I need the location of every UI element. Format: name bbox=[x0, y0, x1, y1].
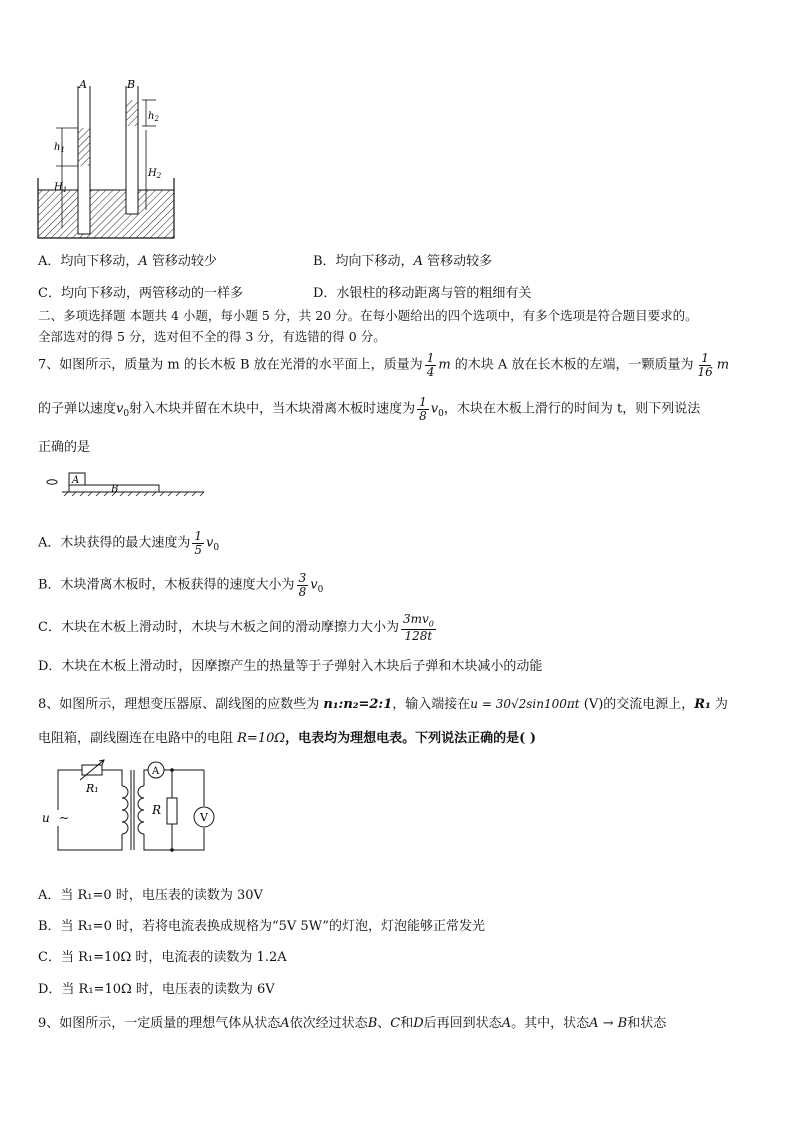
q8-option-b[interactable]: B．当 R₁=0 时，若将电流表换成规格为“5V 5W”的灯泡，灯泡能够正常发光 bbox=[38, 919, 485, 934]
q7-option-b[interactable]: B．木块滑离木板时，木板获得的速度大小为 $\frac{3}{8}$ $v_0$ bbox=[38, 571, 324, 599]
q7-stem-line2: 的子弹以速度$v_0$射入木块并留在木块中，当木块滑离木板时速度为 $\frac{1}{8}$ $v_0$，木块在木板上滑行的时间为 t，则下列说法 bbox=[38, 395, 701, 423]
q8-stem-line1: 8、如图所示，理想变压器原、副线图的应数些为 n₁:n₂=2:1，输入端接在u = 30√2sin100πt (V)的交流电源上，R₁ 为 bbox=[38, 697, 728, 712]
tube-figure bbox=[34, 78, 184, 243]
tube-b-label: B bbox=[127, 78, 136, 91]
svg-text:B: B bbox=[111, 484, 119, 495]
svg-text:V: V bbox=[200, 811, 208, 824]
svg-text:~: ~ bbox=[59, 811, 70, 825]
q8-option-a[interactable]: A．当 R₁=0 时，电压表的读数为 30V bbox=[38, 888, 263, 903]
q6-option-d[interactable]: D．水银柱的移动距离与管的粗细有关 bbox=[313, 286, 532, 301]
section2-line2: 全部选对的得 5 分，选对但不全的得 3 分，有选错的得 0 分。 bbox=[38, 329, 386, 344]
q8-option-d[interactable]: D．当 R₁=10Ω 时，电压表的读数为 6V bbox=[38, 982, 275, 997]
q8-stem-line2: 电阻箱，副线圈连在电路中的电阻 R=10Ω，电表均为理想电表。下列说法正确的是( ) bbox=[38, 731, 536, 746]
svg-text:H2: $H_2$ bbox=[148, 168, 162, 180]
tube-a-label: A bbox=[79, 78, 87, 91]
q7-stem-line3: 正确的是 bbox=[38, 440, 91, 455]
svg-text:u: u bbox=[42, 811, 50, 825]
svg-text:h1: $h_1$ bbox=[54, 142, 65, 154]
q7-option-a[interactable]: A．木块获得的最大速度为 $\frac{1}{5}$ $v_0$ bbox=[38, 529, 220, 557]
q6-option-b[interactable]: B．均向下移动，A 管移动较多 bbox=[313, 254, 493, 269]
q7-option-d[interactable]: D．木块在木板上滑动时，因摩擦产生的热量等于子弹射入木块后子弹和木块减小的动能 bbox=[38, 659, 543, 674]
svg-text:R₁: R₁ bbox=[86, 782, 99, 795]
block-board-figure bbox=[44, 468, 209, 498]
svg-text:R: R bbox=[152, 803, 162, 817]
svg-text:A: A bbox=[72, 475, 80, 486]
svg-text:h2: $h_2$ bbox=[148, 111, 159, 123]
q6-option-a[interactable]: A．均向下移动，A 管移动较少 bbox=[38, 254, 217, 269]
section2-line1: 二、多项选择题 本题共 4 小题，每小题 5 分，共 20 分。在每小题给出的四个选项中，有多个选项是符合题目要求的。 bbox=[38, 308, 698, 323]
q9-stem-line1: 9、如图所示，一定质量的理想气体从状态A依次经过状态B、C和D后再回到状态A。其中，状态A → B和状态 bbox=[38, 1016, 667, 1031]
q7-stem-line1: 7、如图所示，质量为 m 的长木板 B 放在光滑的水平面上，质量为 $\frac{1}{4}$ m 的木块 A 放在长木板的左端，一颗质量为 $\frac{1}{16}$ m bbox=[38, 351, 730, 379]
svg-text:H1: $H_1$ bbox=[54, 182, 68, 194]
q7-option-c[interactable]: C．木块在木板上滑动时，木块与木板之间的滑动摩擦力大小为 $\frac{3mv_0}{128t}$ bbox=[38, 612, 434, 643]
q8-option-c[interactable]: C．当 R₁=10Ω 时，电流表的读数为 1.2A bbox=[38, 950, 287, 965]
transformer-circuit-figure bbox=[38, 758, 228, 858]
svg-text:A: A bbox=[152, 766, 160, 777]
q6-option-c[interactable]: C．均向下移动，两管移动的一样多 bbox=[38, 286, 243, 301]
